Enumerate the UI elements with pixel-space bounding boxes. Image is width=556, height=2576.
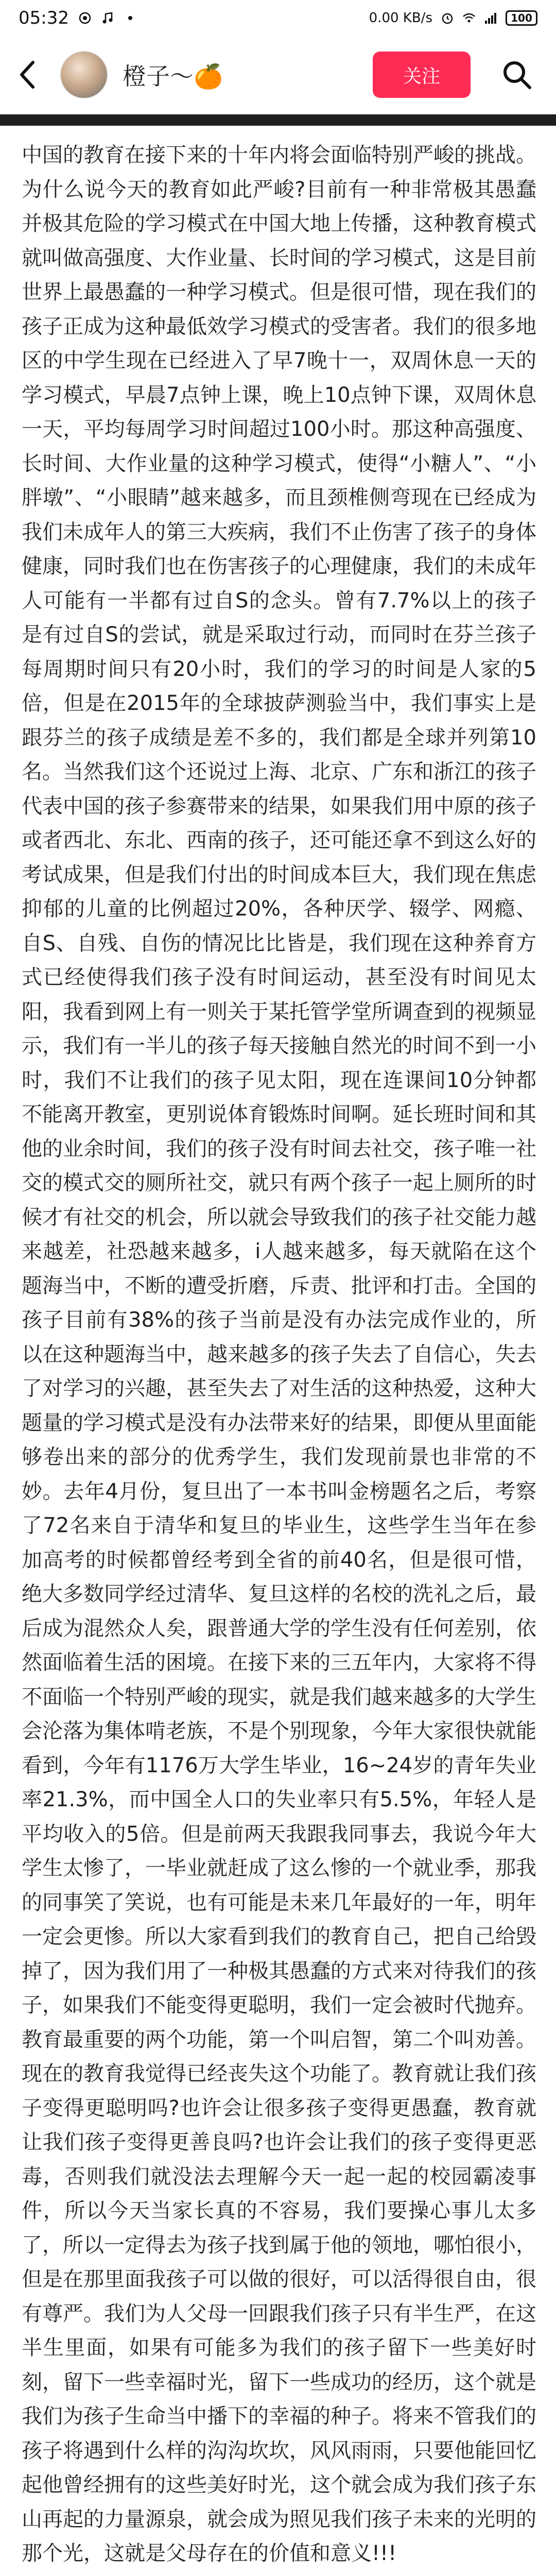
music-icon: [101, 11, 114, 25]
alarm-icon: [441, 11, 454, 25]
more-dot-icon: [124, 11, 137, 25]
notification-icon: [78, 11, 92, 25]
author-name[interactable]: 橙子～🍊: [123, 62, 223, 90]
status-left: [19, 8, 137, 28]
follow-button[interactable]: 关注: [373, 52, 471, 98]
author-avatar[interactable]: [60, 50, 108, 99]
signal-icon: [484, 11, 497, 25]
back-button[interactable]: [19, 54, 49, 95]
app-header: [0, 36, 556, 113]
article-content: [22, 138, 536, 2576]
back-arrow-icon: [19, 60, 36, 89]
network-speed: 0.00 KB/s: [369, 10, 432, 26]
search-icon: [501, 59, 532, 90]
status-bar: [0, 0, 556, 36]
wifi-icon: [462, 11, 476, 25]
status-right: [369, 10, 537, 26]
image-bottom-strip: [0, 114, 556, 126]
article-body: 中国的教育在接下来的十年内将会面临特别严峻的挑战。为什么说今天的教育如此严峻?目前有一种非常极其愚蠢并极其危险的学习模式在中国大地上传播，这种教育模式就叫做高强度、大作业量、长时间的学习模式，这是目前世界上最愚蠢的一种学习模式。但是很可惜，现在我们的孩子正成为这种最低效学习模式的受害者。我们的很多地区的中学生现在已经进入了早7晚十一，双周休息一天的学习模式，早晨7点钟上课，晚上10点钟下课，双周休息一天，平均每周学习时间超过100小时。那这种高强度、长时间、大作业量的这种学习模式，使得“小糖人”、“小胖墩”、“小眼睛”越来越多，而且颈椎侧弯现在已经成为我们未成年人的第三大疾病，我们不止伤害了孩子的身体健康，同时我们也在伤害孩子的心理健康，我们的未成年人可能有一半都有过自S的念头。曾有7.7%以上的孩子是有过自S的尝试，就是采取过行动，而同时在芬兰孩子每周期时间只有20小时，我们的学习的时间是人家的5倍，但是在2015年的全球披萨测验当中，我们事实上是跟芬兰的孩子成绩是差不多的，我们都是全球并列第10名。当然我们这个还说过上海、北京、广东和浙江的孩子代表中国的孩子参赛带来的结果，如果我们用中原的孩子或者西北、东北、西南的孩子，还可能还拿不到这么好的考试成果，但是我们付出的时间成本巨大，我们现在焦虑抑郁的儿童的比例超过20%，各种厌学、辍学、网瘾、自S、自残、自伤的情况比比皆是，我们现在这种养育方式已经使得我们孩子没有时间运动，甚至没有时间见太阳，我看到网上有一则关于某托管学堂所调查到的视频显示，我们有一半儿的孩子每天接触自然光的时间不到一小时，我们不让我们的孩子见太阳，现在连课间10分钟都不能离开教室，更别说体育锻炼时间啊。延长班时间和其他的业余时间，我们的孩子没有时间去社交，孩子唯一社交的模式交的厕所社交，就只有两个孩子一起上厕所的时候才有社交的机会，所以就会导致我们的孩子社交能力越来越差，社恐越来越多，i人越来越多，每天就陷在这个题海当中，不断的遭受折磨，斥责、批评和打击。全国的孩子目前有38%的孩子当前是没有办法完成作业的，所以在这种题海当中，越来越多的孩子失去了自信心，失去了对学习的兴趣，甚至失去了对生活的这种热爱，这种大题量的学习模式是没有办法带来好的结果，即便从里面能够卷出来的部分的优秀学生，我们发现前景也非常的不妙。去年4月份，复旦出了一本书叫金榜题名之后，考察了72名来自于清华和复旦的毕业生，这些学生当年在参加高考的时候都曾经考到全省的前40名，但是很可惜，绝大多数同学经过清华、复旦这样的名校的洗礼之后，最后成为混然众人矣，跟普通大学的学生没有任何差别，依然面临着生活的困境。在接下来的三五年内，大家将不得不面临一个特别严峻的现实，就是我们越来越多的大学生会沦落为集体啃老族，不是个别现象，今年大家很快就能看到，今年有1176万大学生毕业，16~24岁的青年失业率21.3%，而中国全人口的失业率只有5.5%，年轻人是平均收入的5倍。但是前两天我跟我同事去，我说今年大学生太惨了，一毕业就赶成了这么惨的一个就业季，那我的同事笑了笑说，也有可能是未来几年最好的一年，明年一定会更惨。所以大家看到我们的教育自己，把自己给毁掉了，因为我们用了一种极其愚蠢的方式来对待我们的孩子，如果我们不能变得更聪明，我们一定会被时代抛弃。教育最重要的两个功能，第一个叫启智，第二个叫劝善。现在的教育我觉得已经丧失这个功能了。教育就让我们孩子变得更聪明吗?也许会让很多孩子变得更愚蠢，教育就让我们孩子变得更善良吗?也许会让我们的孩子变得更恶毒，否则我们就没法去理解今天一起一起的校园霸凌事件，所以今天当家长真的不容易，我们要操心事儿太多了，所以一定得去为孩子找到属于他的领地，哪怕很小，但是在那里面我孩子可以做的很好，可以活得很自由，很有尊严。我们为人父母一回跟我们孩子只有半生严，在这半生里面，如果有可能多为我们的孩子留下一些美好时刻，留下一些幸福时光，留下一些成功的经历，这个就是我们为孩子生命当中播下的幸福的种子。将来不管我们的孩子将遇到什么样的沟沟坎坎，风风雨雨，只要他能回忆起他曾经拥有的这些美好时光，这个就会成为我们孩子东山再起的力量源泉，就会成为照见我们孩子未来的光明的那个光，这就是父母存在的价值和意义!!!: [22, 143, 536, 2565]
battery-icon: 100: [506, 10, 537, 26]
article-tags: [22, 2571, 536, 2576]
search-button[interactable]: [496, 54, 537, 95]
status-time: 05:32: [19, 8, 69, 28]
